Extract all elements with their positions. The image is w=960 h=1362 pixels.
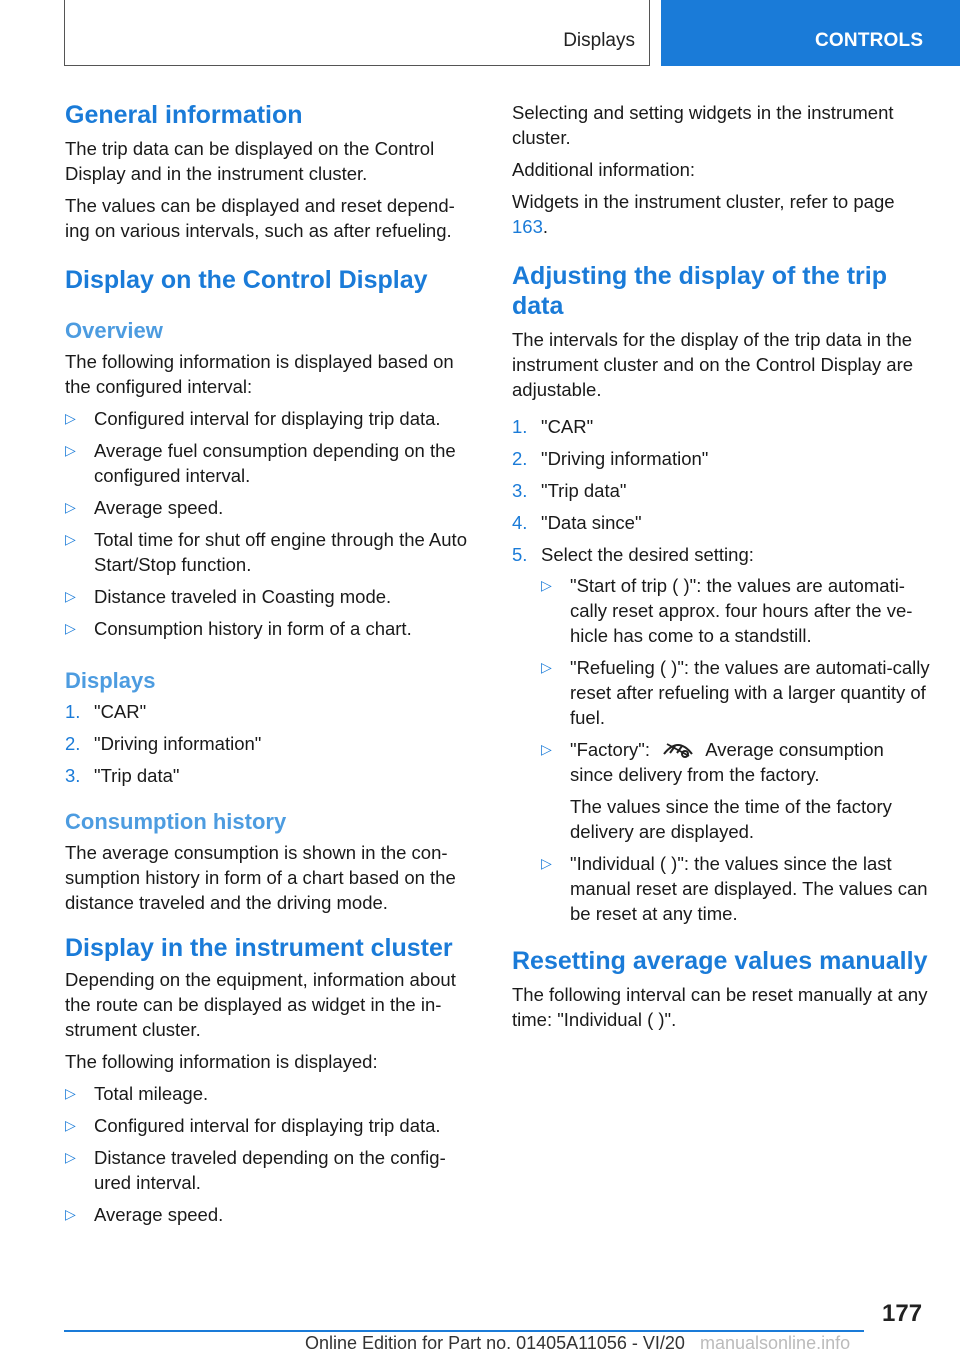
- page-number: 177: [882, 1300, 923, 1327]
- paragraph: The intervals for the display of the trip data in the instrument cluster and on the Control Display are adjustable.: [512, 329, 914, 400]
- paragraph: The values can be displayed and reset depend‐ing on various intervals, such as after refueling.: [65, 195, 455, 241]
- displays-list: [65, 699, 475, 788]
- paragraph: The trip data can be displayed on the Control Display and in the instrument cluster.: [65, 138, 435, 184]
- triangle-bullet-icon: ▷: [65, 588, 76, 604]
- right-column: [512, 100, 930, 1039]
- list-item: ▷ "Individual ( )": the values since the last manual reset are displayed. The values can be reset at any time.: [541, 853, 928, 924]
- header-chapter-label: CONTROLS: [815, 30, 924, 51]
- triangle-bullet-icon: ▷: [65, 1149, 76, 1165]
- footer-edition: Online Edition for Part no. 01405A11056 - VI/20: [305, 1333, 685, 1353]
- list-item: 4. "Data since": [512, 512, 642, 533]
- triangle-bullet-icon: ▷: [65, 1085, 76, 1101]
- paragraph: Depending on the equipment, information about the route can be displayed as widget in the in‐strument cluster.: [65, 969, 456, 1040]
- list-item: ▷ Consumption history in form of a chart.: [65, 618, 412, 639]
- heading-display-control-display: Display on the Control Display: [65, 266, 428, 294]
- footer-divider: [64, 1330, 864, 1332]
- list-item: ▷ "Factory": Average consumption since delivery from the factory. The values since the time of the factory delivery are displayed.: [541, 737, 930, 844]
- list-item: ▷ Total time for shut off engine through the Auto Start/Stop function.: [65, 529, 467, 575]
- header-section-box: [64, 0, 650, 66]
- list-item: 5. Select the desired setting: ▷ "Start of trip ( )": the values are automati‐cally reset approx. four hours after the ve‐hicle has come to a standstill. ▷ "Refueling ( )": the values are automati‐cally reset after refueling with a larger quantity of fuel. ▷ "Factory": Average consumption since delivery from the factory. The values since the time of the factory delivery are displayed. ▷ "Individual ( )": the values since the last manual reset are displayed. The values can be reset at any time.: [512, 544, 930, 924]
- list-item: ▷ Average speed.: [65, 497, 224, 518]
- overview-list: [65, 406, 475, 641]
- triangle-bullet-icon: ▷: [541, 577, 552, 593]
- steps-list: [512, 414, 930, 926]
- triangle-bullet-icon: ▷: [65, 410, 76, 426]
- paragraph: Widgets in the instrument cluster, refer to page 163.: [512, 191, 895, 237]
- header-chapter-tab[interactable]: [661, 0, 960, 66]
- paragraph: Selecting and setting widgets in the instrument cluster.: [512, 102, 894, 148]
- list-item: ▷ Total mileage.: [65, 1083, 209, 1104]
- heading-consumption-history: Consumption history: [65, 809, 287, 834]
- paragraph: The average consumption is shown in the con‐sumption history in form of a chart based on the distance traveled and the driving mode.: [65, 842, 456, 913]
- header-section-title: Displays: [563, 30, 635, 51]
- list-item: ▷ Distance traveled in Coasting mode.: [65, 586, 392, 607]
- triangle-bullet-icon: ▷: [65, 442, 76, 458]
- list-item: 2. "Driving information": [512, 448, 709, 469]
- list-item: 3. "Trip data": [512, 480, 627, 501]
- list-item: 1. "CAR": [512, 416, 594, 437]
- list-item: ▷ Distance traveled depending on the config‐ured interval.: [65, 1147, 446, 1193]
- triangle-bullet-icon: ▷: [65, 1206, 76, 1222]
- heading-overview: Overview: [65, 318, 163, 343]
- list-item: ▷ "Start of trip ( )": the values are automati‐cally reset approx. four hours after the ve‐hicle has come to a standstill.: [541, 575, 913, 646]
- footer-watermark: manualsonline.info: [700, 1333, 851, 1353]
- triangle-bullet-icon: ▷: [65, 499, 76, 515]
- page-reference-link[interactable]: 163: [512, 216, 543, 237]
- heading-adjusting-trip-display: Adjusting the display of the trip data: [512, 262, 887, 320]
- heading-general-information: General information: [65, 101, 303, 129]
- paragraph: Additional information:: [512, 159, 696, 180]
- list-item: ▷ Average speed.: [65, 1204, 224, 1225]
- paragraph: The following information is displayed:: [65, 1051, 378, 1072]
- triangle-bullet-icon: ▷: [65, 620, 76, 636]
- list-item: ▷ "Refueling ( )": the values are automati‐cally reset after refueling with a larger quantity of fuel.: [541, 657, 930, 728]
- list-item: 3. "Trip data": [65, 765, 180, 786]
- list-item: 2. "Driving information": [65, 733, 262, 754]
- paragraph: The following information is displayed based on the configured interval:: [65, 351, 454, 397]
- heading-display-instrument-cluster: Display in the instrument cluster: [65, 934, 453, 962]
- triangle-bullet-icon: ▷: [541, 659, 552, 675]
- list-item: ▷ Average fuel consumption depending on the configured interval.: [65, 440, 456, 486]
- cluster-list: [65, 1081, 475, 1227]
- paragraph: The following interval can be reset manually at any time: "Individual ( )".: [512, 984, 928, 1030]
- consumption-icon: [661, 739, 695, 759]
- triangle-bullet-icon: ▷: [541, 741, 552, 757]
- list-item: ▷ Configured interval for displaying trip data.: [65, 408, 441, 429]
- heading-displays: Displays: [65, 668, 156, 693]
- list-item: 1. "CAR": [65, 701, 147, 722]
- triangle-bullet-icon: ▷: [65, 1117, 76, 1133]
- heading-resetting-average-values: Resetting average values manually: [512, 947, 928, 975]
- left-column: [65, 100, 475, 1234]
- list-item: ▷ Configured interval for displaying trip data.: [65, 1115, 441, 1136]
- triangle-bullet-icon: ▷: [65, 531, 76, 547]
- factory-note: The values since the time of the factory delivery are displayed.: [570, 796, 892, 842]
- settings-options-list: [541, 573, 930, 926]
- triangle-bullet-icon: ▷: [541, 855, 552, 871]
